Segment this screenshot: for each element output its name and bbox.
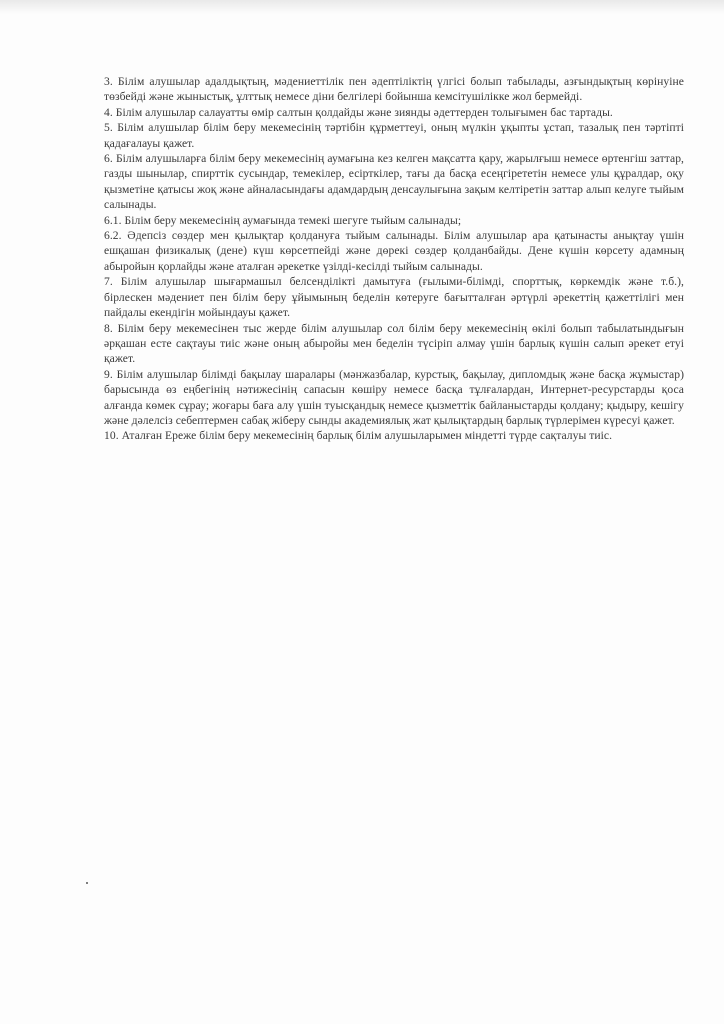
rule-paragraph-6-2: 6.2. Әдепсіз сөздер мен қылықтар қолдануға тыйым салынады. Білім алушылар ара қатынасты анықтау үшін ешқашан физикалық (дене) күш көрсетпейді және дөрекі сөздер қолданбайды. Дене күшін көрсету адамның абыройын қорлайды және аталған әрекетке үзілді-кесілді тыйым салынады. — [104, 229, 684, 273]
rule-paragraph-4: 4. Білім алушылар салауатты өмір салтын қолдайды және зиянды әдеттерден толығымен бас тартады. — [104, 105, 613, 119]
rules-text-block — [104, 74, 684, 444]
rule-paragraph-6: 6. Білім алушыларға білім беру мекемесінің аумағына кез келген мақсатта қару, жарылғыш немесе өртенгіш заттар, газды шынылар, спирттік сусындар, темекілер, есірткілер, тағы да басқа есеңгірететін немесе улы құралдар, оқу қызметіне қатысы жоқ және айналасындағы адамдардың денсаулығына зақым келтіретін заттар алып келуге тыйым салынады. — [104, 152, 684, 212]
scan-speck — [86, 882, 88, 884]
rule-paragraph-3: 3. Білім алушылар адалдықтың, мәдениеттілік пен әдептіліктің үлгісі болып табылады, азғындықтың көрінуіне төзбейді және жыныстық, ұлттық немесе діни белгілері бойынша кемсітушілікке жол бермейді. — [104, 75, 684, 104]
rule-paragraph-9: 9. Білім алушылар білімді бақылау шаралары (мәнжазбалар, курстық, бақылау, дипломдық және басқа жұмыстар) барысында өз еңбегінің нәтижесінің сапасын көшіру немесе басқа тұлғалардан, Интернет-ресурстарды қоса алғанда көмек сұрау; жоғары баға алу үшін туысқандық немесе қызметтік байланыстарды қолдану; қыдыру, кешігу және дәлелсіз себептермен сабақ жіберу сынды академиялық жат қылықтардың барлық түрлерімен күресуі қажет. — [104, 367, 684, 427]
rule-paragraph-6-1: 6.1. Білім беру мекемесінің аумағында темекі шегуге тыйым салынады; — [104, 213, 462, 227]
rule-paragraph-5: 5. Білім алушылар білім беру мекемесінің тәртібін құрметтеуі, оның мүлкін ұқыпты ұстап, тазалық пен тәртіпті қадағалауы қажет. — [104, 121, 684, 150]
rule-paragraph-10: 10. Аталған Ереже білім беру мекемесінің барлық білім алушыларымен міндетті түрде сақталуы тиіс. — [104, 429, 613, 443]
rule-paragraph-7: 7. Білім алушылар шығармашыл белсенділікті дамытуға (ғылыми-білімді, спорттық, көркемдік және т.б.), бірлескен мәдениет пен білім беру ұйымының беделін көтеруге бағытталған әртүрлі әрекеттің қажеттілігі мен пайдалы екендігін мойындауы қажет. — [104, 275, 684, 320]
rule-paragraph-8: 8. Білім беру мекемесінен тыс жерде білім алушылар сол білім беру мекемесінің өкілі болып табылатындығын әрқашан есте сақтауы тиіс және оның абыройы мен беделін түсіріп алмау үшін барлық күшін салып әрекет етуі қажет. — [104, 321, 684, 366]
scan-top-edge — [0, 0, 724, 14]
